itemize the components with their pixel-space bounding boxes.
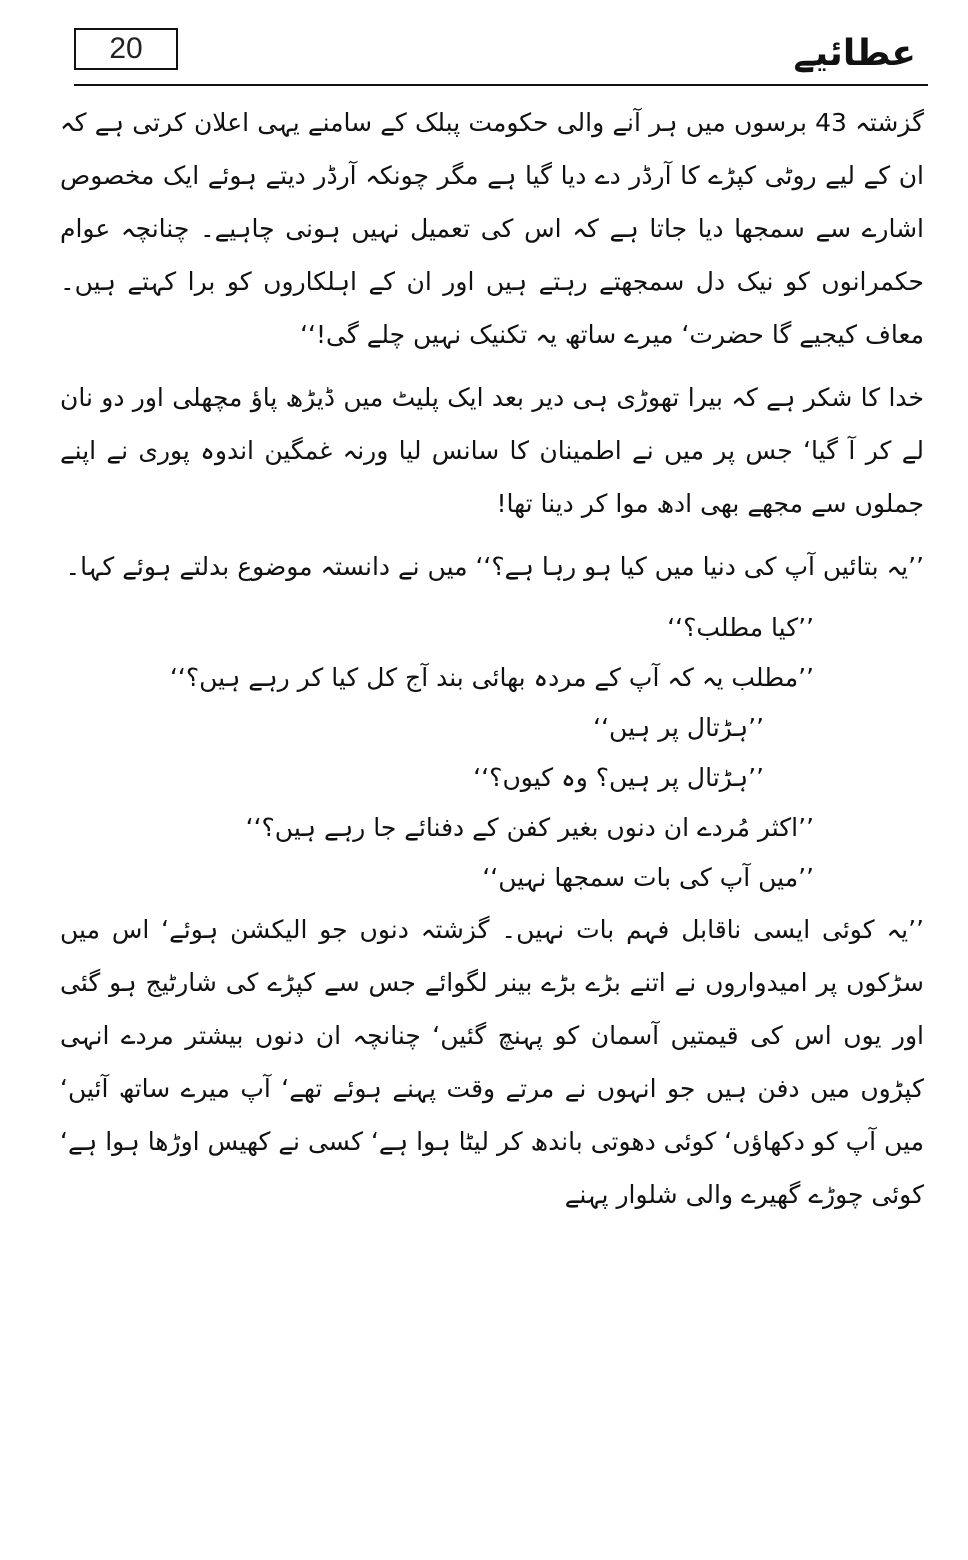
paragraph-3: ’’یہ بتائیں آپ کی دنیا میں کیا ہو رہا ہے؟‘‘ میں نے دانستہ موضوع بدلتے ہوئے کہا۔ xyxy=(65,552,924,581)
paragraph-4: ’’یہ کوئی ایسی ناقابل فہم بات نہیں۔ گزشتہ دنوں جو الیکشن ہوئے‘ اس میں سڑکوں پر امیدواروں نے اتنے بڑے بڑے بینر لگوائے جس سے کپڑے کی شارٹیج ہو گئی اور یوں اس کی قیمتیں آسمان کو پہنچ گئیں‘ چنانچہ ان دنوں بیشتر مردے انہی کپڑوں میں دفن ہیں جو انہوں نے مرتے وقت پہنے ہوئے تھے‘ آپ میرے ساتھ آئیں‘ میں آپ کو دکھاؤں‘ کوئی دھوتی باندھ کر لیٹا ہوا ہے‘ کسی نے کھیس اوڑھا ہوا ہے‘ کوئی چوڑے گھیرے والی شلوار پہنے xyxy=(60,915,924,1209)
page-body xyxy=(60,96,924,1231)
dialogue-line-6: ’’میں آپ کی بات سمجھا نہیں‘‘ xyxy=(482,863,814,892)
dialogue-line-2: ’’مطلب یہ کہ آپ کے مردہ بھائی بند آج کل کیا کر رہے ہیں؟‘‘ xyxy=(169,663,814,692)
dialogue-line-1: ’’کیا مطلب؟‘‘ xyxy=(667,613,814,642)
dialogue-line-4: ’’ہڑتال پر ہیں؟ وہ کیوں؟‘‘ xyxy=(473,763,764,792)
running-head-title: عطائیے xyxy=(793,33,916,74)
paragraph-2: خدا کا شکر ہے کہ بیرا تھوڑی ہی دیر بعد ایک پلیٹ میں ڈیڑھ پاؤ مچھلی اور دو نان لے کر آ گیا‘ جس پر میں نے اطمینان کا سانس لیا ورنہ غمگین اندوہ پوری نے اپنے جملوں سے مجھے بھی ادھ موا کر دینا تھا! xyxy=(60,383,924,518)
paragraph-1: گزشتہ 43 برسوں میں ہر آنے والی حکومت پبلک کے سامنے یہی اعلان کرتی ہے کہ ان کے لیے روٹی کپڑے کا آرڈر دے دیا گیا ہے مگر چونکہ آرڈر دیتے ہوئے ایک مخصوص اشارے سے سمجھا دیا جاتا ہے کہ اس کی تعمیل نہیں ہونی چاہیے۔ چنانچہ عوام حکمرانوں کو نیک دل سمجھتے رہتے ہیں اور ان کے اہلکاروں کو برا کہتے ہیں۔ معاف کیجیے گا حضرت‘ میرے ساتھ یہ تکنیک نہیں چلے گی!‘‘ xyxy=(60,108,924,349)
header-divider xyxy=(74,84,928,86)
page-number: 20 xyxy=(74,28,178,70)
dialogue-line-5: ’’اکثر مُردے ان دنوں بغیر کفن کے دفنائے جا رہے ہیں؟‘‘ xyxy=(245,813,814,842)
dialogue-line-3: ’’ہڑتال پر ہیں‘‘ xyxy=(593,713,764,742)
